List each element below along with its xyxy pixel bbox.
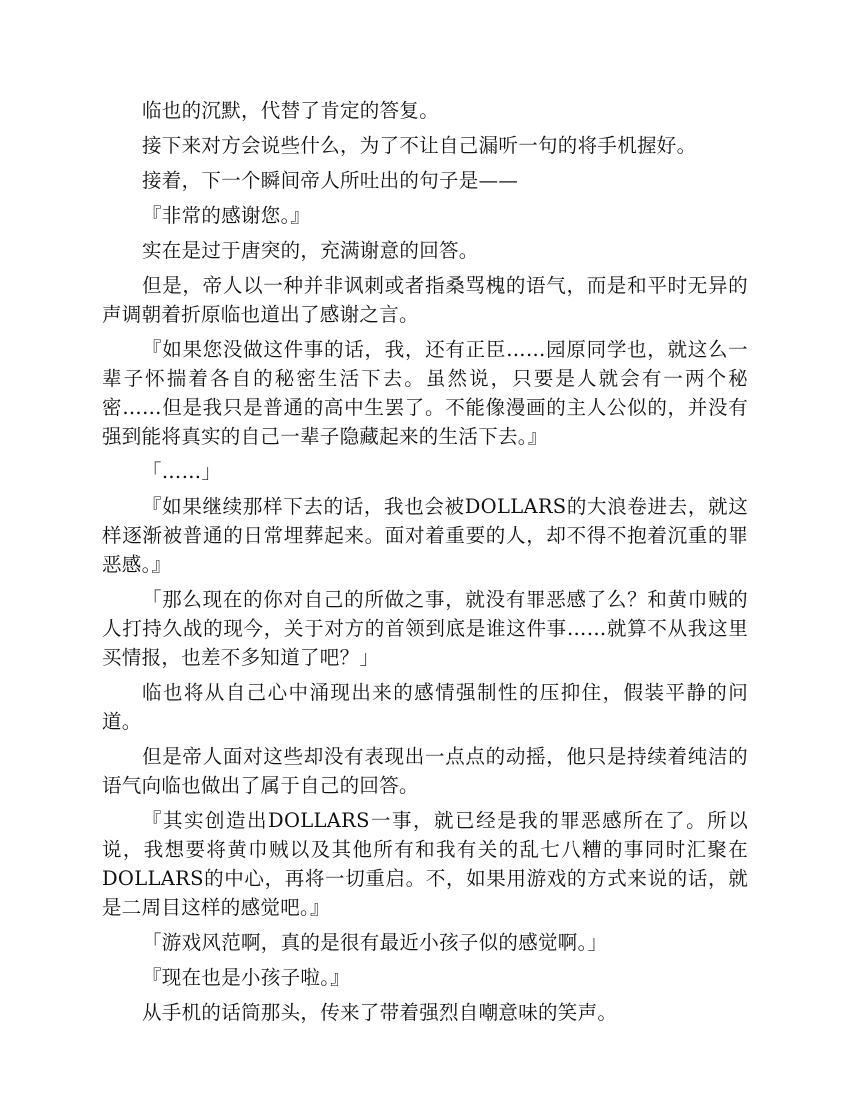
paragraph: 「那么现在的你对自己的所做之事，就没有罪恶感了么？和黄巾贼的人打持久战的现今，关于对方的首领到底是谁这件事……就算不从我这里买情报，也差不多知道了吧？」	[102, 588, 748, 669]
paragraph: 临也将从自己心中涌现出来的感情强制性的压抑住，假装平静的问道。	[102, 681, 748, 733]
paragraph: 『如果继续那样下去的话，我也会被DOLLARS的大浪卷进去，就这样逐渐被普通的日常埋葬起来。面对着重要的人，却不得不抱着沉重的罪恶感。』	[102, 495, 748, 576]
paragraph: 『如果您没做这件事的话，我，还有正臣……园原同学也，就这么一辈子怀揣着各自的秘密生活下去。虽然说，只要是人就会有一两个秘密……但是我只是普通的高中生罢了。不能像漫画的主人公似的，并没有强到能将真实的自己一辈子隐藏起来的生活下去。』	[102, 338, 748, 448]
paragraph: 『非常的感谢您。』	[142, 204, 311, 227]
paragraph: 但是帝人面对这些却没有表现出一点点的动摇，他只是持续着纯洁的语气向临也做出了属于自己的回答。	[102, 745, 748, 797]
paragraph: 实在是过于唐突的，充满谢意的回答。	[142, 239, 479, 262]
paragraph: 『其实创造出DOLLARS一事，就已经是我的罪恶感所在了。所以说，我想要将黄巾贼以及其他所有和我有关的乱七八糟的事同时汇聚在DOLLARS的中心，再将一切重启。不，如果用游戏的方式来说的话，就是二周目这样的感觉吧。』	[102, 809, 748, 919]
paragraph: 接着，下一个瞬间帝人所吐出的句子是——	[142, 169, 519, 192]
paragraph: 但是，帝人以一种并非讽刺或者指桑骂槐的语气，而是和平时无异的声调朝着折原临也道出了感谢之言。	[102, 274, 748, 326]
paragraph: 接下来对方会说些什么，为了不让自己漏听一句的将手机握好。	[142, 134, 697, 157]
document-page	[102, 96, 748, 1033]
paragraph: 「游戏风范啊，真的是很有最近小孩子似的感觉啊。」	[142, 931, 608, 954]
paragraph: 「……」	[142, 460, 222, 483]
paragraph: 『现在也是小孩子啦。』	[142, 966, 351, 989]
paragraph: 临也的沉默，代替了肯定的答复。	[142, 99, 440, 122]
paragraph: 从手机的话筒那头，传来了带着强烈自嘲意味的笑声。	[142, 1001, 618, 1024]
